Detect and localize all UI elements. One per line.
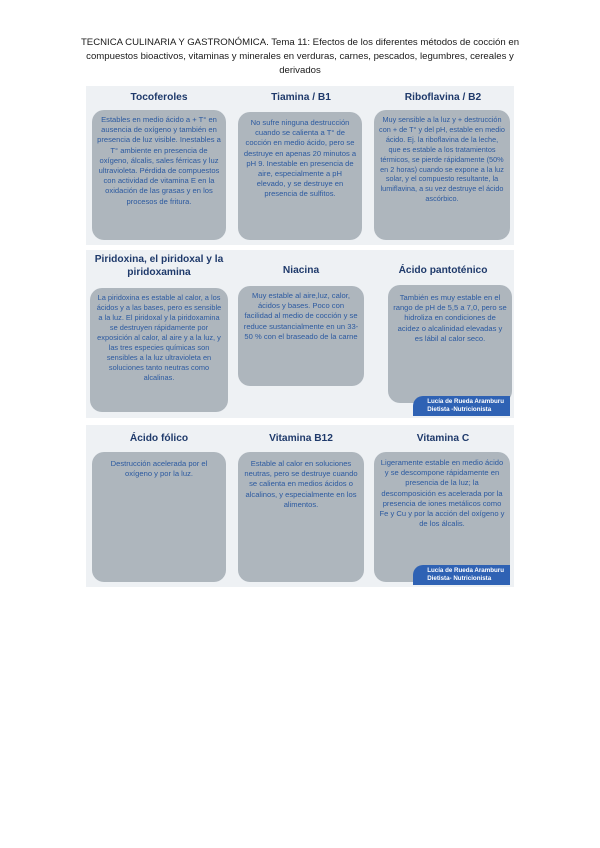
column-tocoferoles bbox=[88, 86, 230, 245]
heading-vitamina-b12: Vitamina B12 bbox=[269, 433, 333, 444]
heading-riboflavina: Riboflavina / B2 bbox=[404, 92, 482, 103]
author-credit-badge bbox=[413, 565, 510, 585]
card-tocoferoles: Estables en medio ácido a + T° en ausencia de oxígeno y también en presencia de luz visible. Inestables a T° ambiente en presencia de oxígeno, álcalis, sales férricas y luz ultravioleta. Pérdida de compuestos con actividad de vitamina E en la oxidación de las grasas y en los procesos de fritura. bbox=[92, 110, 226, 240]
vitamin-panel-2 bbox=[86, 250, 514, 418]
column-vitamina-c bbox=[372, 425, 514, 587]
card-acido-pantotenico: También es muy estable en el rango de pH de 5,5 a 7,0, pero se hidroliza en condiciones de acidez o alcalinidad elevadas y es lábil al calor seco. bbox=[388, 285, 512, 403]
column-vitamina-b12 bbox=[230, 425, 372, 587]
column-riboflavina bbox=[372, 86, 514, 245]
credit-role: Dietista -Nutricionista bbox=[427, 406, 492, 413]
column-acido-folico bbox=[88, 425, 230, 587]
column-tiamina bbox=[230, 86, 372, 245]
heading-tiamina: Tiamina / B1 bbox=[271, 92, 331, 103]
card-acido-folico: Destrucción acelerada por el oxígeno y por la luz. bbox=[92, 452, 226, 582]
document-title: TECNICA CULINARIA Y GASTRONÓMICA. Tema 11: Efectos de los diferentes métodos de cocción en compuestos bioactivos, vitaminas y minerales en verduras, carnes, pescados, legumbres, cereales y derivados bbox=[80, 37, 520, 76]
card-piridoxina: La piridoxina es estable al calor, a los ácidos y a las bases, pero es sensible a la luz. El piridoxal y la piridoxamina se destruyen rápidamente por exposición al calor, al aire y a la luz, y las tres especies químicas son sensibles a la luz ultravioleta en soluciones tanto neutras como alcalinas. bbox=[90, 288, 228, 412]
credit-name: Lucía de Rueda Aramburu bbox=[427, 398, 504, 405]
vitamin-panel-1 bbox=[86, 86, 514, 245]
credit-name: Lucía de Rueda Aramburu bbox=[427, 567, 504, 574]
heading-piridoxina: Piridoxina, el piridoxal y la piridoxamina bbox=[94, 254, 224, 278]
column-niacina bbox=[230, 250, 372, 418]
card-tiamina: No sufre ninguna destrucción cuando se calienta a T° de cocción en medio ácido, pero se destruye en apenas 20 minutos a pH 9. Inestable en presencia de aire, especialmente a pH elevado, y se destruye en presencia de sulfitos. bbox=[238, 112, 362, 240]
card-vitamina-c: Ligeramente estable en medio ácido y se descompone rápidamente en presencia de la luz; la descomposición es acelerada por la presencia de iones metálicos como Fe y Cu y por la acción del oxígeno y de los álcalis. bbox=[374, 452, 510, 582]
credit-role: Dietista- Nutricionista bbox=[427, 575, 492, 582]
author-credit-badge bbox=[413, 396, 510, 416]
column-acido-pantotenico bbox=[372, 250, 514, 418]
heading-tocoferoles: Tocoferoles bbox=[130, 92, 188, 103]
heading-acido-folico: Ácido fólico bbox=[129, 433, 189, 444]
heading-niacina: Niacina bbox=[282, 265, 320, 276]
heading-vitamina-c: Vitamina C bbox=[416, 433, 470, 444]
card-riboflavina: Muy sensible a la luz y + destrucción con + de T° y del pH, estable en medio ácido. Ej. la riboflavina de la leche, que es estable a los tratamientos térmicos, se pierde rápidamente (50% en 2 horas) cuando se expone a la luz solar, y el compuesto resultante, la lumiflavina, a su vez destruye el ácido ascórbico. bbox=[374, 110, 510, 240]
card-niacina: Muy estable al aire,luz, calor, ácidos y bases. Poco con facilidad al medio de cocción y se reduce sustancialmente en un 33-50 % con el braseado de la carne bbox=[238, 286, 364, 386]
vitamin-panel-3 bbox=[86, 425, 514, 587]
card-vitamina-b12: Estable al calor en soluciones neutras, pero se destruye cuando se calienta en medios ácidos o alcalinos, y especialmente en los alimentos. bbox=[238, 452, 364, 582]
column-piridoxina bbox=[88, 250, 230, 418]
heading-acido-pantotenico: Ácido pantoténico bbox=[398, 265, 488, 276]
